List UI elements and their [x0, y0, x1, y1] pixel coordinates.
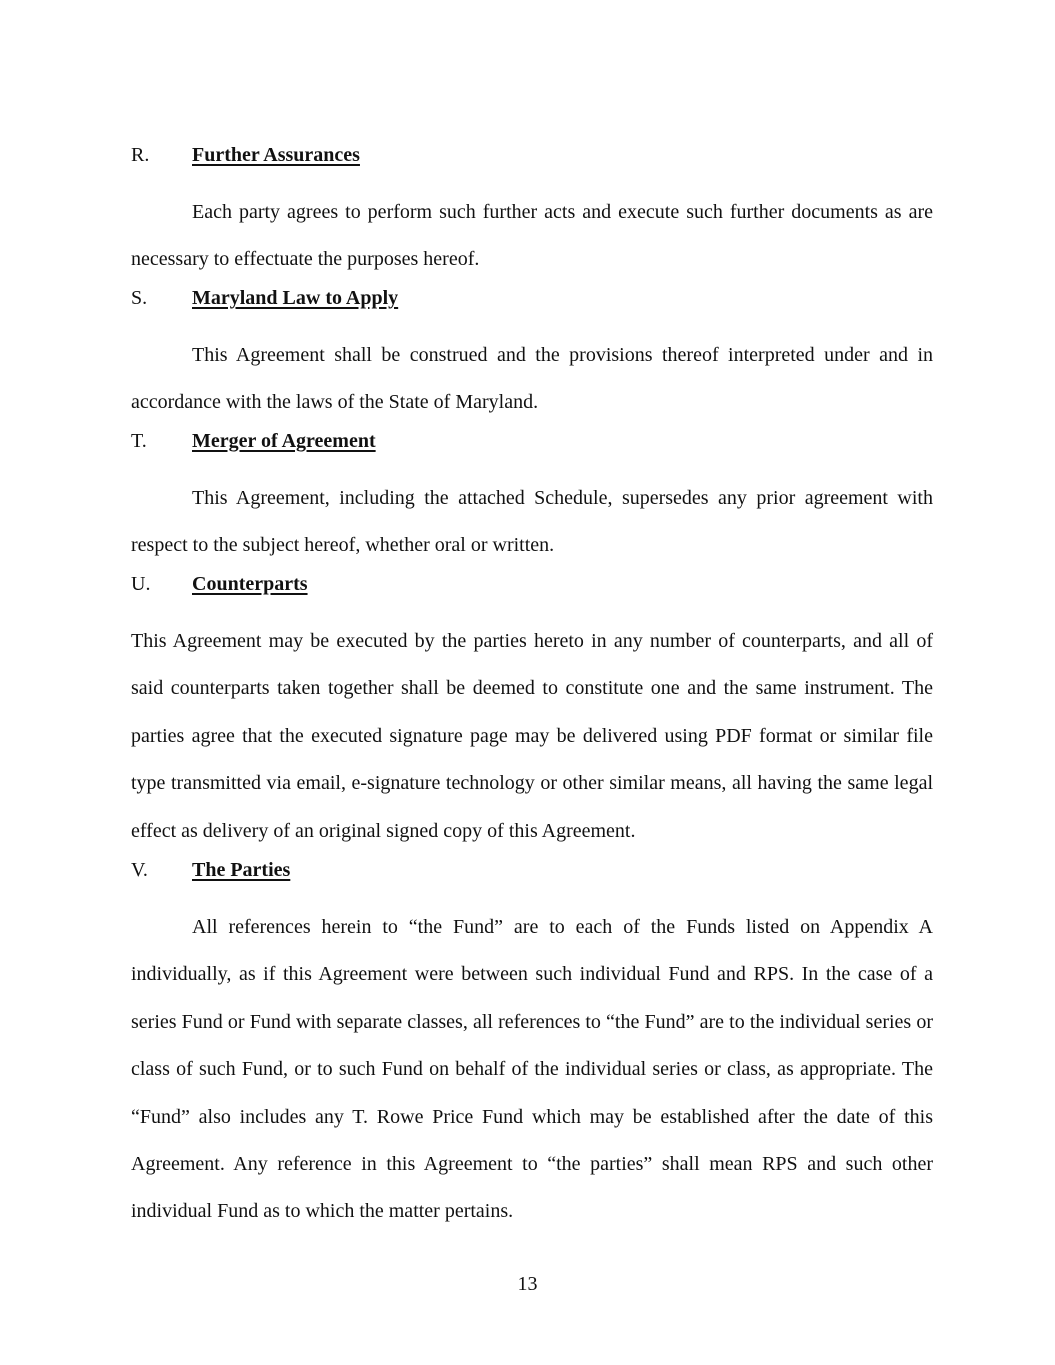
section-r	[131, 143, 933, 284]
section-heading	[131, 286, 933, 310]
section-letter: U.	[131, 573, 151, 595]
section-title: Further Assurances	[192, 144, 360, 166]
section-v	[131, 858, 933, 1236]
section-body: This Agreement shall be construed and the provisions thereof interpreted under and in accordance with the laws of the State of Maryland.	[131, 344, 933, 414]
section-heading	[131, 143, 933, 167]
section-title: Maryland Law to Apply	[192, 287, 399, 309]
section-heading	[131, 858, 933, 882]
section-letter: V.	[131, 859, 148, 881]
section-letter: T.	[131, 430, 147, 452]
section-heading	[131, 429, 933, 453]
section-t	[131, 429, 933, 570]
section-letter: S.	[131, 287, 148, 309]
section-title: Counterparts	[192, 573, 308, 595]
section-title: Merger of Agreement	[192, 430, 376, 452]
page-number: 13	[517, 1273, 538, 1295]
section-u	[131, 572, 933, 855]
section-title: The Parties	[192, 859, 291, 881]
section-body: This Agreement, including the attached Schedule, supersedes any prior agreement with respect to the subject hereof, whether oral or written.	[131, 487, 933, 557]
section-s	[131, 286, 933, 427]
section-body: All references herein to “the Fund” are to each of the Funds listed on Appendix A individually, as if this Agreement were between such individual Fund and RPS. In the case of a series Fund or Fund with separate classes, all references to “the Fund” are to the individual series or class of such Fund, or to such Fund on behalf of the individual series or class, as appropriate. The “Fund” also includes any T. Rowe Price Fund which may be established after the date of this Agreement. Any reference in this Agreement to “the parties” shall mean RPS and such other individual Fund as to which the matter pertains.	[131, 916, 933, 1223]
section-heading	[131, 572, 933, 596]
section-body: This Agreement may be executed by the parties hereto in any number of counterparts, and all of said counterparts taken together shall be deemed to constitute one and the same instrument. The parties agree that the executed signature page may be delivered using PDF format or similar file type transmitted via email, e-signature technology or other similar means, all having the same legal effect as delivery of an original signed copy of this Agreement.	[131, 630, 933, 842]
section-letter: R.	[131, 144, 150, 166]
section-body: Each party agrees to perform such further acts and execute such further documents as are necessary to effectuate the purposes hereof.	[131, 201, 933, 271]
